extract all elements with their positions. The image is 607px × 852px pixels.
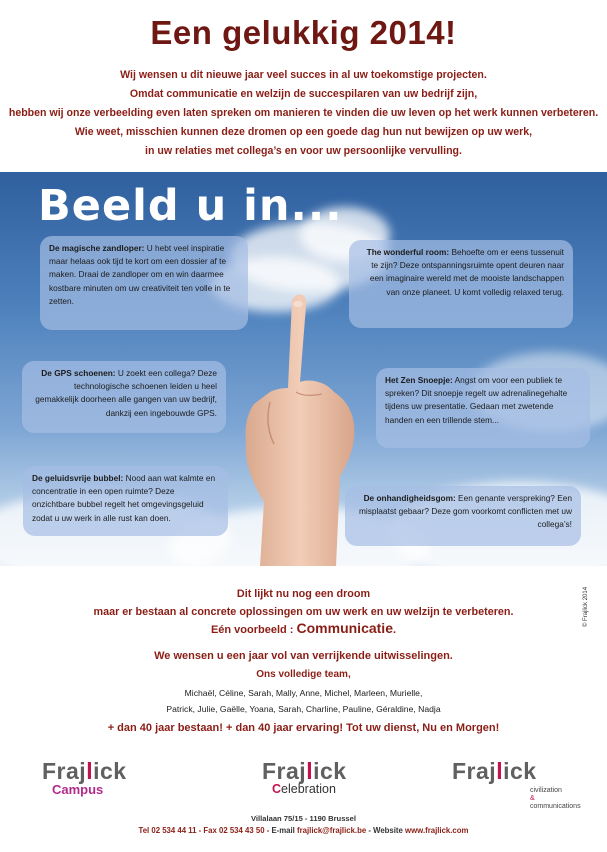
example-word: Communicatie — [296, 620, 393, 636]
slogan: + dan 40 jaar bestaan! + dan 40 jaar ervaring! Tot uw dienst, Nu en Morgen! — [107, 722, 500, 734]
logo-subtitle: civilization & communications — [530, 787, 581, 810]
bubble-text: U hebt veel inspiratie maar helaas ook tijd te kort om een dossier af te maken. Draai de zandloper om en win daarmee kostbare minuten om uw creativiteit ten volle in te zetten. — [49, 243, 231, 306]
logo-frajlick-celebration[interactable] — [262, 758, 347, 796]
page-title: Een gelukkig 2014! — [150, 14, 457, 51]
team-names-line: Michaël, Céline, Sarah, Mally, Anne, Michel, Marleen, Murielle, — [184, 688, 423, 698]
dream-line: maar er bestaan al concrete oplossingen om uw werk en uw welzijn te verbeteren. — [93, 606, 514, 618]
logo-frajlick-campus[interactable] — [42, 758, 127, 797]
bubble-gom — [345, 486, 581, 546]
bubble-text: U zoekt een collega? Deze technologische schoenen leiden u heel gemakkelijk doorheen alle gangen van uw bedrijf, dankzij een ingebouwde GPS. — [35, 368, 217, 418]
example-suffix: . — [392, 624, 397, 636]
banner-headline: Beeld u in... — [38, 181, 343, 231]
team-title: Ons volledige team, — [256, 669, 351, 680]
bubble-text: Behoefte om er eens tussenuit te zijn? Deze ontspanningsruimte opent deuren naar een imaginaire wereld met de mooiste landschappen van onze planeet. U komt volledig relaxed terug. — [369, 247, 564, 297]
logo-wordmark: Frajlick — [42, 758, 127, 784]
logo-subtitle: Celebration — [272, 782, 336, 796]
bubble-title: Het Zen Snoepje: — [385, 375, 453, 385]
logo-frajlick-civilization[interactable] — [452, 758, 581, 810]
logo-subtitle: Campus — [52, 782, 104, 797]
email-label: E-mail — [271, 826, 298, 835]
bubble-room — [349, 240, 573, 328]
intro-line: Wie weet, misschien kunnen deze dromen op een goede dag hun nut bewijzen op uw werk, — [74, 126, 533, 138]
intro-line: Omdat communicatie en welzijn de succespilaren van uw bedrijf zijn, — [129, 88, 478, 100]
wish-line: We wensen u een jaar vol van verrijkende uitwisselingen. — [154, 650, 453, 662]
intro-line: in uw relaties met collega’s en voor uw persoonlijke vervulling. — [145, 145, 462, 157]
intro-line: Wij wensen u dit nieuwe jaar veel succes in al uw toekomstige projecten. — [120, 69, 487, 81]
bubble-text: Een genante verspreking? Een misplaatst gebaar? Deze gom voorkomt conflicten met uw collega’s! — [358, 493, 572, 530]
example-line — [0, 620, 607, 636]
website-label: - Website — [366, 826, 406, 835]
website-link[interactable]: www.frajlick.com — [405, 826, 469, 835]
team-names-line: Patrick, Julie, Gaëlle, Yoana, Sarah, Charline, Pauline, Géraldine, Nadja — [166, 704, 441, 714]
intro-line: hebben wij onze verbeelding even laten spreken om manieren te vinden die uw leven op het werk kunnen verbeteren. — [8, 107, 599, 119]
email-link[interactable]: frajlick@frajlick.be — [297, 826, 367, 835]
address: Villalaan 75/15 - 1190 Brussel — [251, 814, 356, 823]
bubble-title: The wonderful room: — [366, 247, 450, 257]
bubble-zen — [376, 368, 590, 448]
sky-banner — [0, 172, 607, 566]
bubble-title: De geluidsvrije bubbel: — [32, 473, 124, 483]
logo-wordmark: Frajlick — [262, 758, 347, 784]
example-prefix: Eén voorbeeld : — [210, 624, 297, 636]
logo-wordmark: Frajlick — [452, 758, 537, 784]
dream-text — [0, 585, 607, 621]
intro-text — [0, 66, 607, 161]
bubble-text: Angst om voor een publiek te spreken? Dit snoepje regelt uw adrenalinegehalte tijdens uw presentatie. Gedaan met zwetende handen en een trillende stem... — [385, 375, 568, 425]
copyright-note — [583, 586, 596, 636]
dream-line: Dit lijkt nu nog een droom — [236, 588, 371, 600]
phone[interactable]: Tel 02 534 44 11 — [138, 826, 197, 835]
bubble-zandloper — [40, 236, 248, 330]
fax: - Fax 02 534 43 50 - — [196, 826, 272, 835]
bubble-bubbel — [23, 466, 228, 536]
bubble-title: De GPS schoenen: — [41, 368, 116, 378]
bubble-gps — [22, 361, 226, 433]
bubble-text: Nood aan wat kalmte en concentratie in een open ruimte? Deze onzichtbare bubbel regelt het omgevingsgeluid zodat u uw werk in alle rust kan doen. — [32, 473, 216, 523]
bubble-title: De magische zandloper: — [49, 243, 145, 253]
contact-line — [0, 826, 607, 835]
team-names — [0, 685, 607, 717]
bubble-title: De onhandigheidsgom: — [363, 493, 456, 503]
copyright-text: © Frajlick 2014 — [583, 586, 590, 628]
